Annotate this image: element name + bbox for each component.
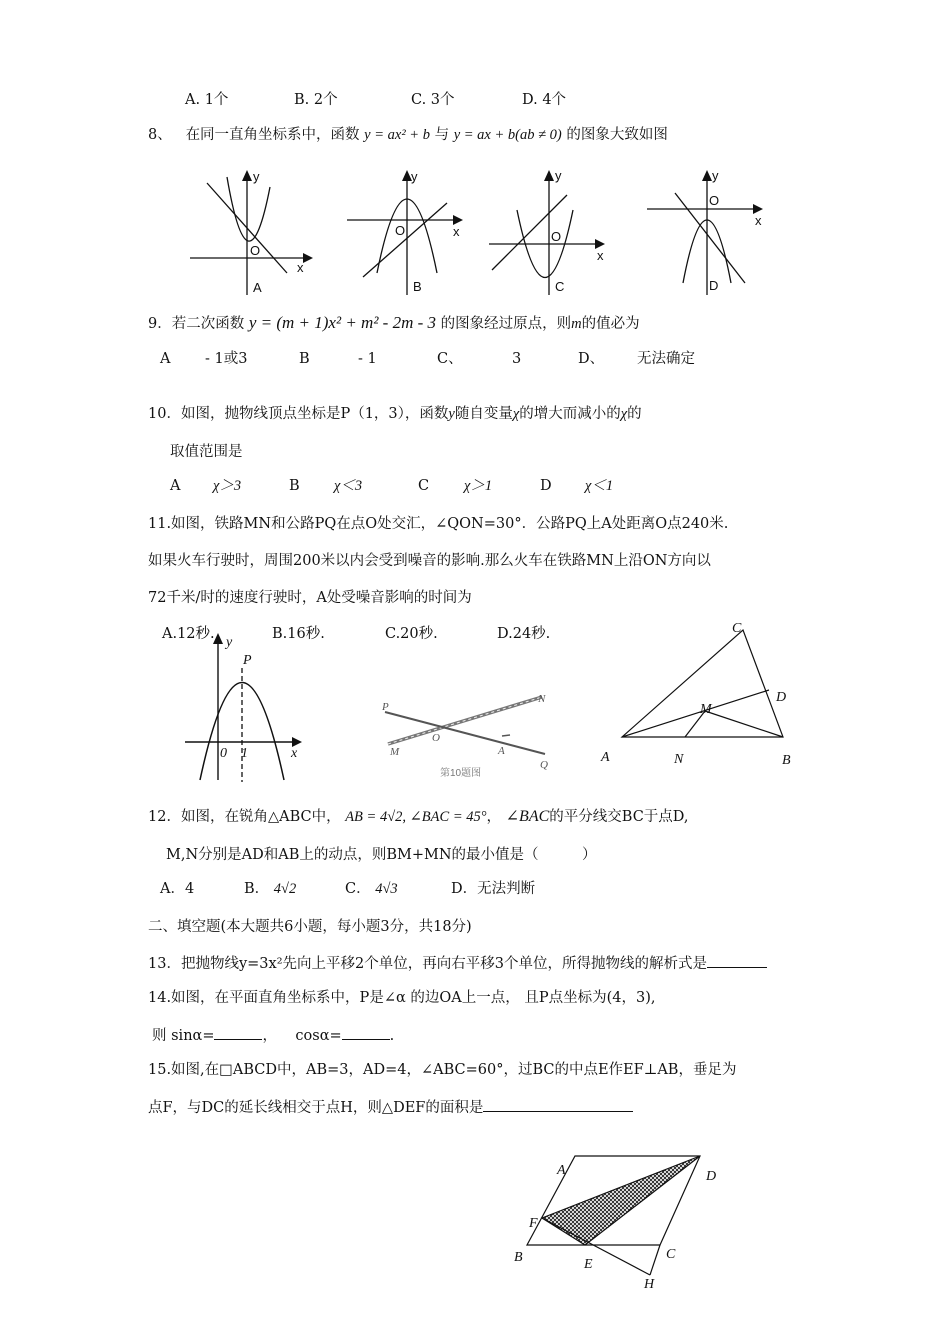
q8a-origin: O	[250, 243, 261, 258]
fig-parallelogram	[505, 1150, 740, 1295]
q12-angle: ∠BAC	[505, 808, 550, 825]
fig-railway-p: P	[382, 701, 389, 713]
q11-option-a: A.12秒.	[162, 626, 215, 642]
q8d-label: D	[709, 278, 719, 293]
fig-railway-caption: 第10题图	[440, 768, 482, 779]
q8-text-c: 的图象大致如图	[566, 127, 668, 143]
q8a-axis-x: x	[297, 260, 304, 275]
q12-option-c-letter: C．	[345, 881, 371, 897]
fig-triangle-c: C	[732, 621, 742, 636]
q8-text-a: 在同一直角坐标系中，函数	[185, 127, 360, 143]
fig-railway-o: O	[432, 732, 440, 744]
q10-text-a: 10．如图，抛物线顶点坐标是P（1，3），函数	[148, 406, 449, 422]
q8-number: 8、	[148, 127, 172, 143]
fig-triangle-d: D	[776, 690, 787, 705]
fig-triangle-m: M	[700, 702, 712, 717]
q12-option-a: A．4	[160, 881, 195, 897]
q9-option-c-letter: C、	[437, 351, 463, 367]
q10-option-c-letter: C	[418, 478, 430, 494]
fig-railway-q: Q	[540, 759, 548, 771]
q12-option-b-letter: B．	[244, 881, 270, 897]
q9-option-c-value: 3	[512, 351, 522, 367]
q8d-axis-y: y	[712, 168, 719, 183]
q12-option-b-math: 4√2	[273, 881, 297, 897]
q11-line-1: 11.如图，铁路MN和公路PQ在点O处交汇，∠QON=30°．公路PQ上A处距离O点240米.	[148, 516, 729, 532]
q10-text-b: 随自变量	[454, 406, 513, 422]
q14-line-1: 14.如图，在平面直角坐标系中，P是∠α 的边OA上一点， 且P点坐标为(4，3),	[148, 990, 656, 1006]
q12-formula: AB = 4√2, ∠BAC = 45°	[345, 809, 487, 825]
q14-comma: ，	[262, 1028, 277, 1044]
q10-option-a-value: χ＞3	[213, 478, 242, 494]
q10-x-2: χ	[620, 406, 628, 422]
q11-line-2: 如果火车行驶时，周围200米以内会受到噪音的影响.那么火车在铁路MN上沿ON方向以	[148, 553, 711, 569]
fig-parabola-y: y	[226, 635, 233, 650]
q9-option-a-value: - 1或3	[205, 351, 248, 367]
q8d-origin: O	[709, 193, 720, 208]
question-10	[148, 404, 642, 424]
q15-answer-blank[interactable]	[483, 1097, 633, 1112]
q15-text: 点F，与DC的延长线相交于点H，则△DEF的面积是	[148, 1100, 484, 1116]
question-8	[148, 125, 668, 145]
q12-option-b	[244, 879, 296, 899]
q8b-axis-y: y	[411, 169, 418, 184]
fig-parallelogram-d: D	[706, 1169, 717, 1184]
q9-option-d-value: 无法确定	[637, 351, 695, 367]
q15-line-1: 15.如图,在□ABCD中，AB=3，AD=4，∠ABC=60°，过BC的中点E作EF⊥AB，垂足为	[148, 1062, 737, 1078]
q8c-label: C	[555, 279, 565, 294]
q10-option-b-letter: B	[289, 478, 300, 494]
q11-option-c: C.20秒.	[385, 626, 438, 642]
q7-option-b: B. 2个	[294, 92, 338, 108]
fig-triangle-a: A	[601, 750, 610, 765]
q14-dot: .	[389, 1028, 395, 1044]
q12-option-d: D．无法判断	[451, 881, 536, 897]
fig-railway-m: M	[390, 746, 400, 758]
q10-option-c-value: χ＞1	[464, 478, 493, 494]
q10-option-a-letter: A	[170, 478, 181, 494]
q13-text: 13．把抛物线y=3x²先向上平移2个单位，再向右平移3个单位，所得抛物线的解析式是	[148, 956, 707, 972]
q9-option-b-value: - 1	[358, 351, 377, 367]
q8-graph-d	[645, 165, 775, 300]
q8c-axis-y: y	[555, 168, 562, 183]
fig-parallelogram-b: B	[514, 1250, 523, 1265]
q8d-axis-x: x	[755, 213, 762, 228]
q10-x: χ	[512, 406, 520, 422]
q14-sin: 则 sinα=	[152, 1028, 215, 1044]
q14-line-2	[152, 1025, 394, 1046]
question-13	[148, 953, 767, 974]
q12-option-c-math: 4√3	[375, 881, 398, 897]
q8-graph-b	[345, 165, 475, 300]
fig-parabola-zero: 0	[220, 746, 227, 761]
fig-triangle-n: N	[674, 752, 684, 767]
q12-text-a: 12．如图，在锐角△ABC中，	[148, 809, 341, 825]
q9-text-a: 9．若二次函数	[148, 316, 245, 332]
fig-railway-n: N	[538, 693, 546, 705]
q8c-axis-x: x	[597, 248, 604, 263]
q9-option-b-letter: B	[299, 351, 310, 367]
q8-formula-1: y = ax² + b	[364, 127, 430, 143]
q10-text-d: 的	[627, 406, 642, 422]
q15-line-2	[148, 1097, 633, 1118]
q14-sin-blank[interactable]	[214, 1025, 262, 1040]
q12-line-2: M,N分别是AD和AB上的动点，则BM+MN的最小值是（ ）	[166, 847, 597, 863]
q11-option-b: B.16秒.	[272, 626, 325, 642]
q12-text-b: ，	[486, 809, 502, 825]
q8b-origin: O	[395, 223, 406, 238]
q10-option-d-value: χ＜1	[585, 478, 614, 494]
q12-option-c	[345, 879, 398, 899]
fig-parallelogram-h: H	[644, 1277, 655, 1292]
q7-option-a: A. 1个	[185, 92, 229, 108]
q8-formula-2: y = ax + b(ab ≠ 0)	[453, 127, 562, 143]
fig-parabola-p: P	[243, 653, 252, 668]
fig-railway-a: A	[498, 745, 505, 757]
q13-answer-blank[interactable]	[707, 953, 767, 968]
q10-text-c: 的增大而减小的	[519, 406, 621, 422]
fig-parabola-one: 1	[241, 746, 248, 761]
q8c-origin: O	[551, 229, 562, 244]
q8b-axis-x: x	[453, 224, 460, 239]
q8-graph-a	[185, 165, 315, 300]
q10-option-b-value: χ＜3	[334, 478, 363, 494]
question-9	[148, 313, 640, 334]
fig-parallelogram-f: F	[529, 1216, 538, 1231]
fig-parallelogram-a: A	[557, 1163, 566, 1178]
q8-text-b: 与	[434, 127, 450, 143]
q14-cos: cosα=	[295, 1028, 342, 1044]
q12-text-c: 的平分线交BC于点D,	[549, 809, 689, 825]
q9-var: m	[571, 316, 582, 332]
q9-text-b: 的图象经过原点，则	[440, 316, 572, 332]
q9-option-d-letter: D、	[578, 351, 605, 367]
fig-triangle-b: B	[782, 753, 791, 768]
q7-option-c: C. 3个	[411, 92, 455, 108]
q10-y: y	[448, 406, 455, 422]
fig-railway	[380, 688, 555, 783]
q11-line-3: 72千米/时的速度行驶时，A处受噪音影响的时间为	[148, 590, 472, 606]
fig-parallelogram-e: E	[584, 1257, 593, 1272]
q7-option-d: D. 4个	[522, 92, 567, 108]
fig-parallelogram-c: C	[666, 1247, 676, 1262]
section-2-title: 二、填空题(本大题共6小题，每小题3分，共18分)	[148, 919, 472, 935]
question-12	[148, 807, 689, 827]
q8a-axis-y: y	[253, 169, 260, 184]
q8-graph-c	[487, 165, 617, 300]
q14-cos-blank[interactable]	[342, 1025, 390, 1040]
q11-option-d: D.24秒.	[497, 626, 551, 642]
q9-option-a-letter: A	[160, 351, 171, 367]
q10-line-2: 取值范围是	[170, 444, 243, 460]
fig-parabola-x: x	[291, 746, 298, 761]
q8a-label: A	[253, 280, 262, 295]
q8b-label: B	[413, 279, 422, 294]
q9-formula: y = (m + 1)x² + m² - 2m - 3	[248, 313, 437, 332]
q10-option-d-letter: D	[540, 478, 552, 494]
fig-triangle	[598, 618, 813, 773]
fig-parabola	[180, 630, 310, 785]
q9-text-c: 的值必为	[581, 316, 640, 332]
